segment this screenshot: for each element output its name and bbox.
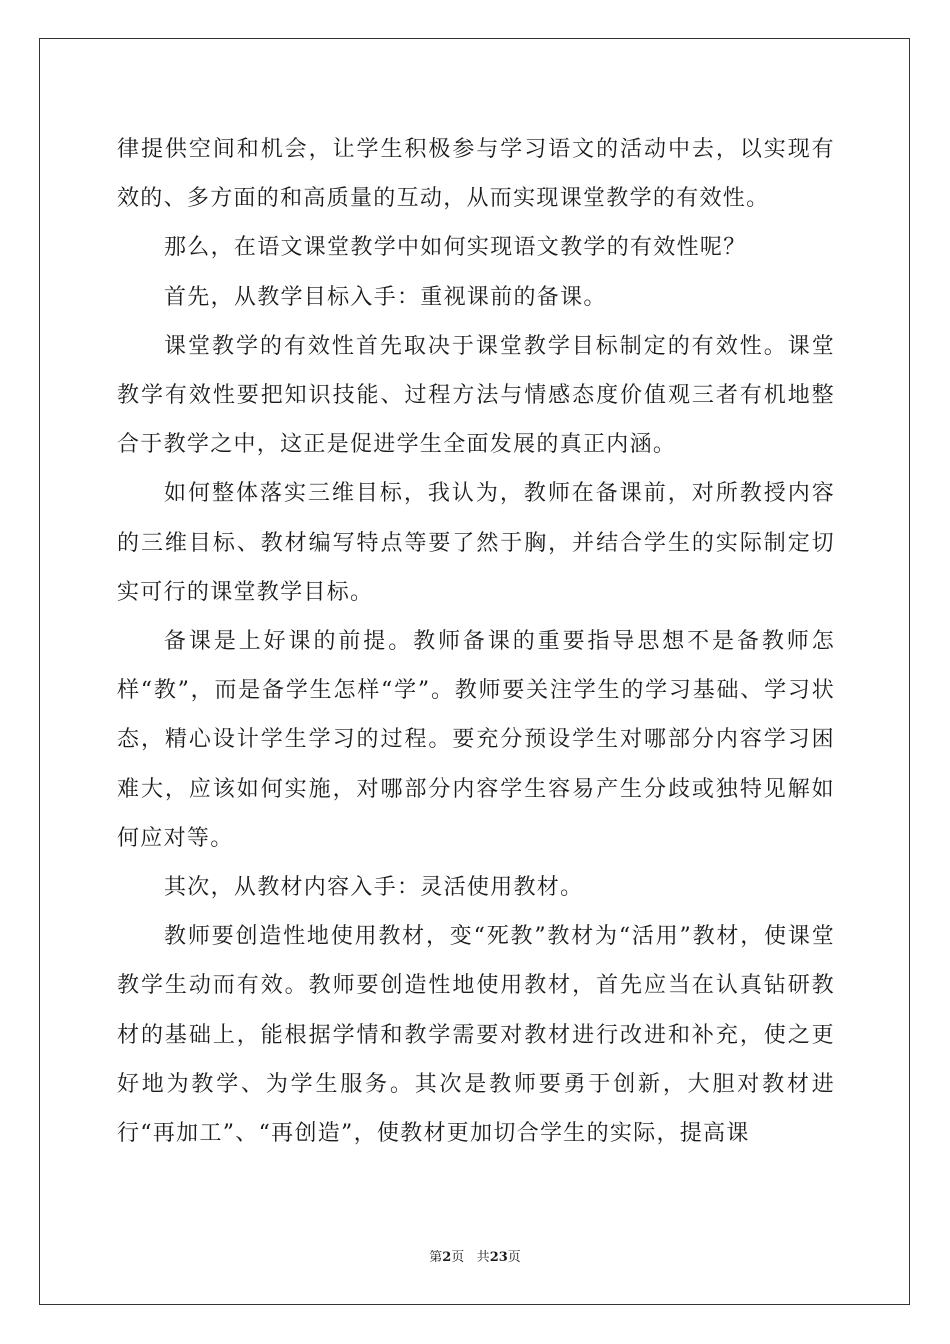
paragraph-6: 备课是上好课的前提。教师备课的重要指导思想不是备教师怎样“教”，而是备学生怎样“学”。教师要关注学生的学习基础、学习状态，精心设计学生学习的过程。要充分预设学生对哪部分内容学习困难大，应该如何实施，对哪部分内容学生容易产生分歧或独特见解如何应对等。 <box>117 629 835 851</box>
paragraph-7: 其次，从教材内容入手：灵活使用教材。 <box>164 875 584 901</box>
page-footer <box>0 1246 950 1265</box>
paragraph-2: 那么，在语文课堂教学中如何实现语文教学的有效性呢？ <box>164 235 747 261</box>
footer-page-number: 2 <box>442 1250 452 1265</box>
paragraph-1: 律提供空间和机会，让学生积极参与学习语文的活动中去，以实现有效的、多方面的和高质量的互动，从而实现课堂教学的有效性。 <box>117 137 835 212</box>
paragraph-5: 如何整体落实三维目标，我认为，教师在备课前，对所教授内容的三维目标、教材编写特点等要了然于胸，并结合学生的实际制定切实可行的课堂教学目标。 <box>117 481 835 605</box>
paragraph-4: 课堂教学的有效性首先取决于课堂教学目标制定的有效性。课堂教学有效性要把知识技能、过程方法与情感态度价值观三者有机地整合于教学之中，这正是促进学生全面发展的真正内涵。 <box>117 333 835 458</box>
footer-page-suffix: 页 <box>451 1250 465 1265</box>
paragraph-8: 教师要创造性地使用教材，变“死教”教材为“活用”教材，使课堂教学生动而有效。教师要创造性地使用教材，首先应当在认真钻研教材的基础上，能根据学情和教学需要对教材进行改进和补充，使之更好地为教学、为学生服务。其次是教师要勇于创新，大胆对教材进行“再加工”、“再创造”，使教材更加切合学生的实际，提高课 <box>117 924 835 1147</box>
paragraph-3: 首先，从教学目标入手：重视课前的备课。 <box>164 284 607 310</box>
footer-total-pages: 23 <box>489 1250 508 1265</box>
footer-total-prefix: 共 <box>476 1250 490 1265</box>
footer-gap <box>464 1250 476 1265</box>
footer-total-suffix: 页 <box>507 1250 521 1265</box>
document-body <box>117 125 835 1158</box>
footer-prefix: 第 <box>429 1250 443 1265</box>
